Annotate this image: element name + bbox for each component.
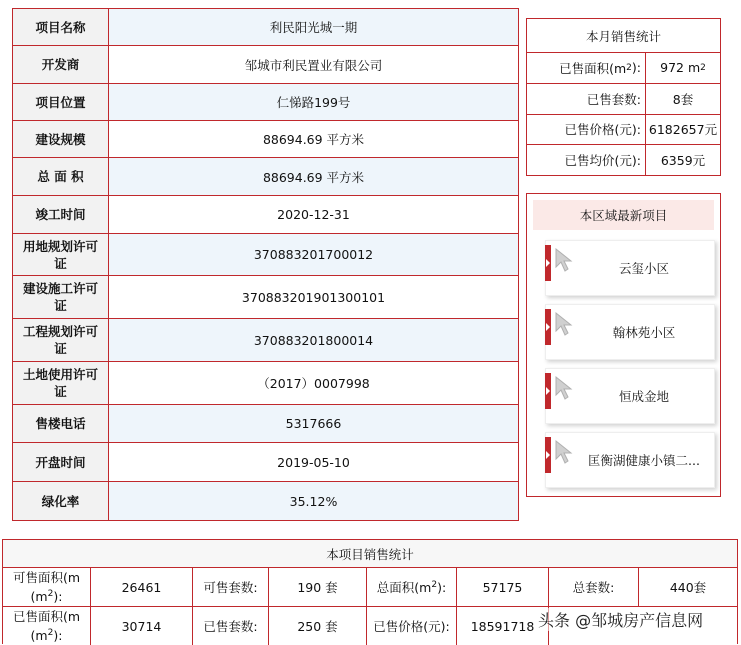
sold-price-value: 18591718 bbox=[457, 607, 549, 645]
project-sales-row-available bbox=[3, 568, 737, 607]
cursor-icon bbox=[554, 375, 578, 401]
label-green-rate: 绿化率 bbox=[13, 482, 109, 520]
latest-project-name: 翰林苑小区 bbox=[612, 325, 676, 340]
monthly-avg-label: 已售均价(元): bbox=[527, 145, 646, 175]
value-completion: 2020-12-31 bbox=[277, 207, 350, 222]
value-developer: 邹城市利民置业有限公司 bbox=[244, 57, 383, 73]
sold-area-label: 已售面积(m $(m^2)$: bbox=[3, 607, 91, 645]
label-land-use-permit: 土地使用许可证 bbox=[13, 362, 109, 404]
label-build-scale: 建设规模 bbox=[13, 121, 109, 157]
sold-units-label: 已售套数: bbox=[193, 607, 269, 645]
monthly-units-value: 8套 bbox=[672, 91, 694, 107]
flag-icon bbox=[545, 309, 551, 345]
value-engineering-permit: 370883201800014 bbox=[109, 319, 518, 361]
flag-icon bbox=[545, 437, 551, 473]
avail-units-value: 190 套 bbox=[269, 568, 367, 606]
label-construction-permit: 建设施工许可证 bbox=[13, 276, 109, 318]
monthly-sales-panel bbox=[526, 18, 721, 176]
value-land-plan-permit: 370883201700012 bbox=[109, 234, 518, 275]
value-location: 仁悌路199号 bbox=[109, 84, 518, 120]
row-land-use-permit bbox=[13, 362, 518, 405]
value-construction-permit: 370883201901300101 bbox=[241, 289, 386, 305]
monthly-area-value: 972 m 2 bbox=[660, 60, 706, 76]
row-build-scale bbox=[13, 121, 518, 158]
label-completion: 竣工时间 bbox=[13, 196, 109, 233]
label-total-area: 总 面 积 bbox=[13, 158, 109, 195]
row-developer bbox=[13, 46, 518, 84]
total-units-value: 440套 bbox=[669, 579, 707, 595]
value-opening-date: 2019-05-10 bbox=[277, 454, 350, 470]
monthly-avg-row bbox=[527, 145, 720, 175]
sold-area-value: 30714 bbox=[91, 607, 193, 645]
avail-units-label: 可售套数: bbox=[193, 568, 269, 606]
value-total-area: 88694.69 平方米 bbox=[109, 158, 518, 195]
latest-project-name: 恒成金地 bbox=[618, 389, 669, 404]
cursor-icon bbox=[554, 311, 578, 337]
project-info-table bbox=[12, 8, 519, 521]
label-opening-date: 开盘时间 bbox=[13, 443, 109, 481]
value-green-rate: 35.12% bbox=[109, 482, 518, 520]
latest-project-name: 匡衡湖健康小镇二... bbox=[588, 453, 700, 468]
cursor-icon bbox=[554, 247, 578, 273]
latest-project-item[interactable] bbox=[545, 240, 715, 296]
latest-project-name: 云玺小区 bbox=[618, 261, 669, 276]
row-opening-date bbox=[13, 443, 518, 482]
value-build-scale: 88694.69 平方米 bbox=[262, 132, 365, 147]
monthly-price-value: 6182657元 bbox=[648, 122, 718, 138]
monthly-price-label: 已售价格(元): bbox=[527, 115, 646, 145]
latest-project-item[interactable] bbox=[545, 368, 715, 424]
watermark: 头条 @邹城房产信息网 bbox=[536, 608, 705, 631]
flag-icon bbox=[545, 373, 551, 409]
row-land-plan-permit bbox=[13, 234, 518, 276]
row-engineering-permit bbox=[13, 319, 518, 362]
row-location bbox=[13, 84, 518, 121]
row-completion bbox=[13, 196, 518, 234]
monthly-units-row bbox=[527, 84, 720, 115]
cursor-icon bbox=[554, 439, 578, 465]
latest-projects-panel bbox=[526, 193, 721, 497]
flag-icon bbox=[545, 245, 551, 281]
row-green-rate bbox=[13, 482, 518, 520]
label-land-plan-permit: 用地规划许可证 bbox=[13, 234, 109, 275]
latest-projects-title: 本区域最新项目 bbox=[533, 200, 714, 230]
value-land-use-permit: （2017）0007998 bbox=[257, 376, 370, 391]
row-construction-permit bbox=[13, 276, 518, 319]
total-area-value: 57175 bbox=[457, 568, 549, 606]
label-developer: 开发商 bbox=[13, 46, 109, 83]
project-sales-title: 本项目销售统计 bbox=[3, 540, 737, 568]
sold-price-label: 已售价格(元): bbox=[367, 607, 457, 645]
monthly-area-label: 已售面积(m 2 ): bbox=[527, 53, 646, 83]
total-units-label: 总套数: bbox=[549, 568, 639, 606]
row-sales-phone bbox=[13, 405, 518, 443]
value-project-name: 利民阳光城一期 bbox=[109, 9, 518, 45]
total-area-label: 总面积$(m^2)$: bbox=[367, 568, 457, 606]
avail-area-value: 26461 bbox=[91, 568, 193, 606]
sold-units-value: 250 套 bbox=[269, 607, 367, 645]
row-project-name bbox=[13, 9, 518, 46]
row-total-area bbox=[13, 158, 518, 196]
monthly-avg-value: 6359元 bbox=[660, 153, 706, 169]
monthly-area-row bbox=[527, 53, 720, 84]
latest-project-item[interactable] bbox=[545, 304, 715, 360]
label-project-name: 项目名称 bbox=[13, 9, 109, 45]
avail-area-label: 可售面积(m $(m^2)$: bbox=[3, 568, 91, 606]
monthly-sales-title: 本月销售统计 bbox=[527, 19, 720, 53]
label-engineering-permit: 工程规划许可证 bbox=[13, 319, 109, 361]
monthly-units-label: 已售套数: bbox=[527, 84, 646, 114]
monthly-price-row bbox=[527, 115, 720, 146]
label-location: 项目位置 bbox=[13, 84, 109, 120]
label-sales-phone: 售楼电话 bbox=[13, 405, 109, 442]
latest-project-item[interactable] bbox=[545, 432, 715, 488]
value-sales-phone: 5317666 bbox=[109, 405, 518, 442]
